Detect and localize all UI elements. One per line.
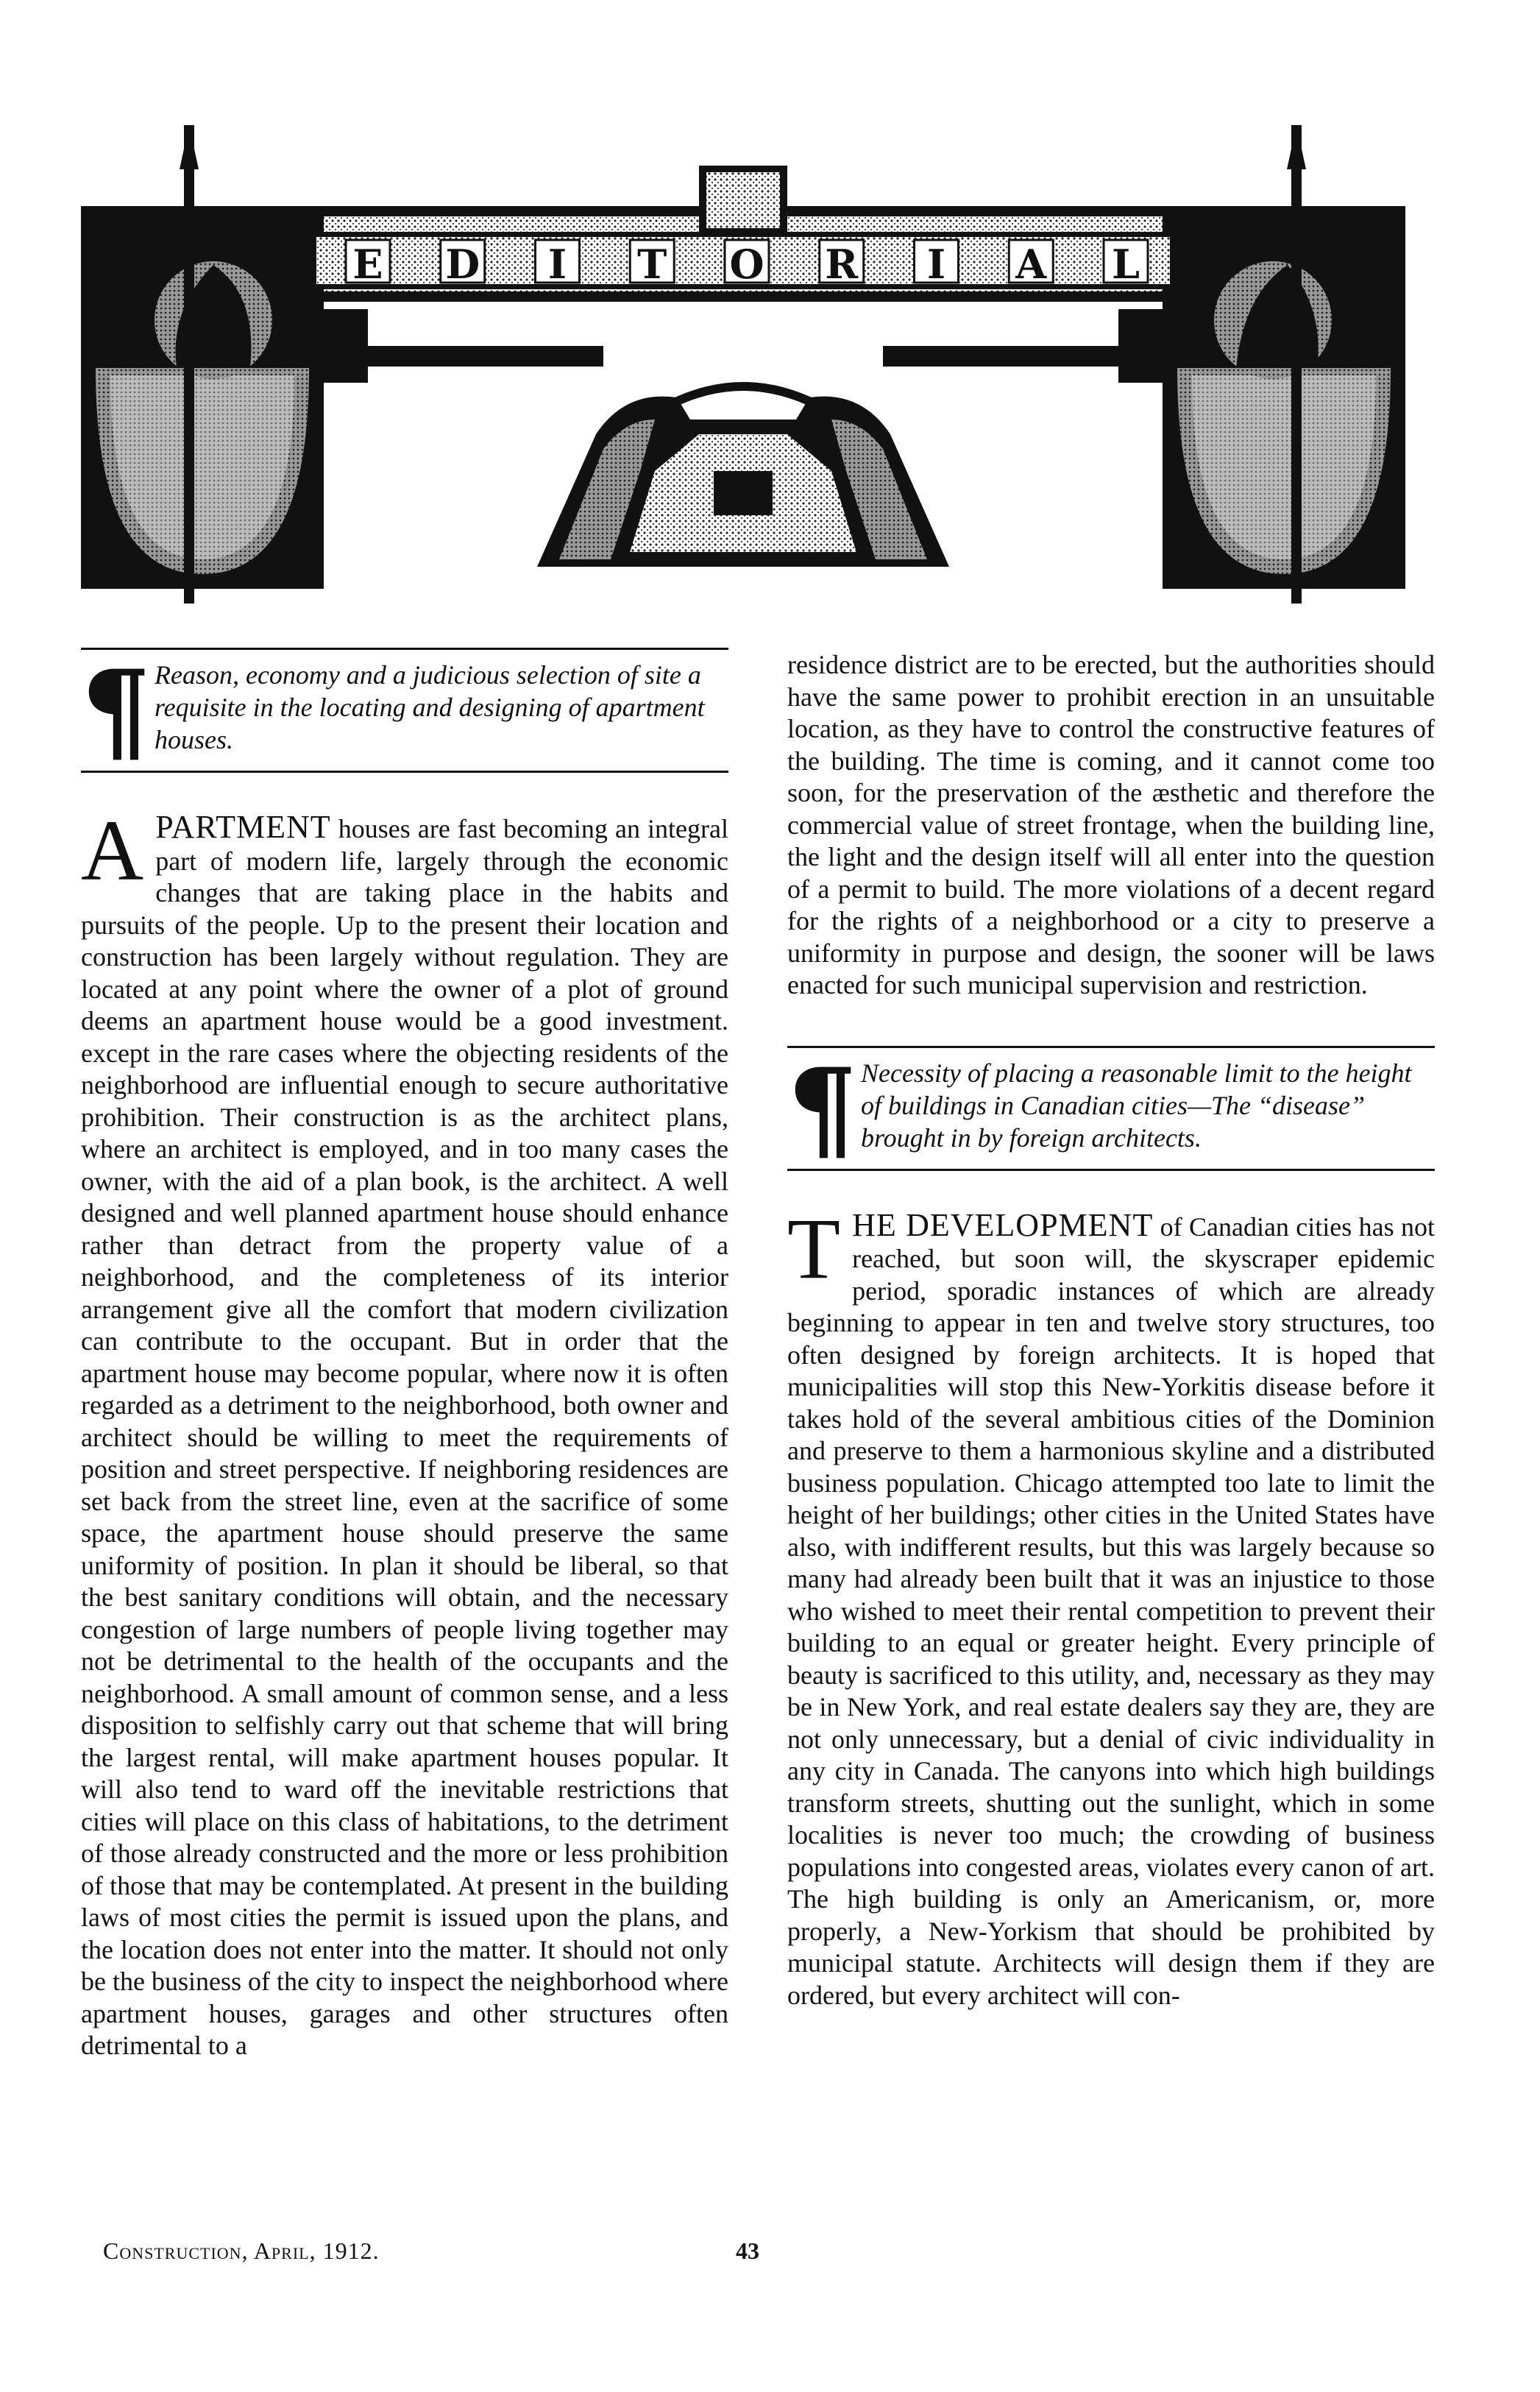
right-lead-caps: HE DEVELOPMENT <box>852 1206 1154 1243</box>
left-column <box>81 648 728 2062</box>
left-body-text: houses are fast becoming an integral part of modern life, largely through the economic changes that are taking place in the habits and pursuits of the people. Up to the present their location and construction has been largely without regulation. They are located at any point where the owner of a plot of ground deems an apartment house would be a good investment. except in the rare cases where the objecting residents of the neighborhood are influential enough to secure authoritative prohibition. Their construction is as the architect plans, where an architect is employed, and in too many cases the owner, with the aid of a plan book, is the architect. A well designed and well planned apartment house should enhance rather than detract from the property value of a neighborhood, and the completeness of its interior arrangement give all the comfort that modern civilization can contribute to the occupant. But in order that the apartment house may become popular, where now it is often regarded as a detriment to the neighborhood, both owner and architect should be willing to meet the requirements of position and street perspective. If neighboring residences are set back from the street line, even at the sacrifice of some space, the apartment house should preserve the same uniformity of position. In plan it should be liberal, so that the best sanitary conditions will obtain, and the necessary congestion of large numbers of people living together may not be detrimental to the health of the occupants and the neighborhood. A small amount of common sense, and a less disposition to selfishly carry out that scheme that will bring the largest rental, will make apartment houses popular. It will also tend to ward off the inevitable restrictions that cities will place on this class of habitations, to the detriment of those already constructed and the more or less prohibition of those that may be contemplated. At present in the building laws of most cities the permit is issued upon the plans, and the location does not enter into the matter. It should not only be the business of the city to inspect the neighborhood where apartment houses, garages and other structures often detrimental to a <box>81 814 729 2060</box>
left-article-body <box>81 802 729 2062</box>
title-letter: I <box>926 241 946 288</box>
right-continuation: residence district are to be erected, but the authorities should have the same power to prohibit erection in an unsuitable location, as they have to control the constructive features of the building. The time is coming, and it cannot come too soon, for the preservation of the æsthetic and therefore the commercial value of street frontage, when the building line, the light and the design itself will all enter into the question of a permit to build. The more violations of a decent regard for the rights of a neighborhood or a city to preserve a uniformity in purpose and design, the sooner will be laws enacted for such municipal supervision and restriction. <box>787 650 1435 999</box>
left-abstract <box>81 646 728 776</box>
title-letter: T <box>637 241 667 288</box>
right-article-body <box>787 1200 1436 2012</box>
title-letters <box>346 240 1148 288</box>
right-column <box>787 649 1435 2011</box>
right-abstract-text: Necessity of placing a reasonable limit to the height of buildings in Canadian cities—The “disease” brought in by foreign architects. <box>861 1058 1412 1153</box>
right-abstract <box>787 1044 1435 1174</box>
left-dropcap: A <box>81 802 144 899</box>
title-letter: E <box>352 241 383 288</box>
left-lead-caps: PARTMENT <box>155 809 331 845</box>
right-dropcap: T <box>787 1200 841 1297</box>
title-letter: D <box>445 241 480 288</box>
title-letter: O <box>729 241 764 288</box>
pilcrow-icon: ¶ <box>787 1044 858 1174</box>
pilcrow-icon: ¶ <box>81 646 152 776</box>
left-medallion <box>81 125 324 604</box>
title-letter: A <box>1015 241 1047 288</box>
page-number: 43 <box>736 2237 759 2264</box>
publication-footer: Construction, April, 1912. <box>103 2237 380 2264</box>
title-letter: L <box>1112 241 1140 288</box>
title-letter: R <box>825 241 859 288</box>
right-body-text: of Canadian cities has not reached, but soon will, the skyscraper epidemic period, sporadic instances of which are already beginning to appear in ten and twelve story structures, too often designed by foreign architects. It is hoped that municipalities will stop this New-Yorkitis disease before it takes hold of the several ambitious cities of the Dominion and preserve to them a harmonious skyline and a distributed business population. Chicago attempted too late to limit the height of her buildings; other cities in the United States have also, with indifferent results, but this was largely because so many had already been built that it was an injustice to those who wished to meet their rental competition to prevent their building to an equal or greater height. Every principle of beauty is sacrificed to this utility, and, necessary as they may be in New York, and real estate dealers say they are, they are not only unnecessary, but a denial of civic individuality in any city in Canada. The canyons into which high buildings transform streets, shutting out the sunlight, which in some localities is never too much; the crowding of business populations into congested areas, violates every canon of art. The high building is only an Americanism, or, more properly, a New-Yorkism that should be prohibited by municipal statute. Architects will design them if they are ordered, but every architect will con- <box>787 1211 1436 2010</box>
left-abstract-text: Reason, economy and a judicious selection of site a requisite in the locating and designing of apartment houses. <box>155 660 705 754</box>
title-letter: I <box>547 241 567 288</box>
right-medallion <box>1163 125 1405 604</box>
editorial-banner <box>66 125 1420 626</box>
